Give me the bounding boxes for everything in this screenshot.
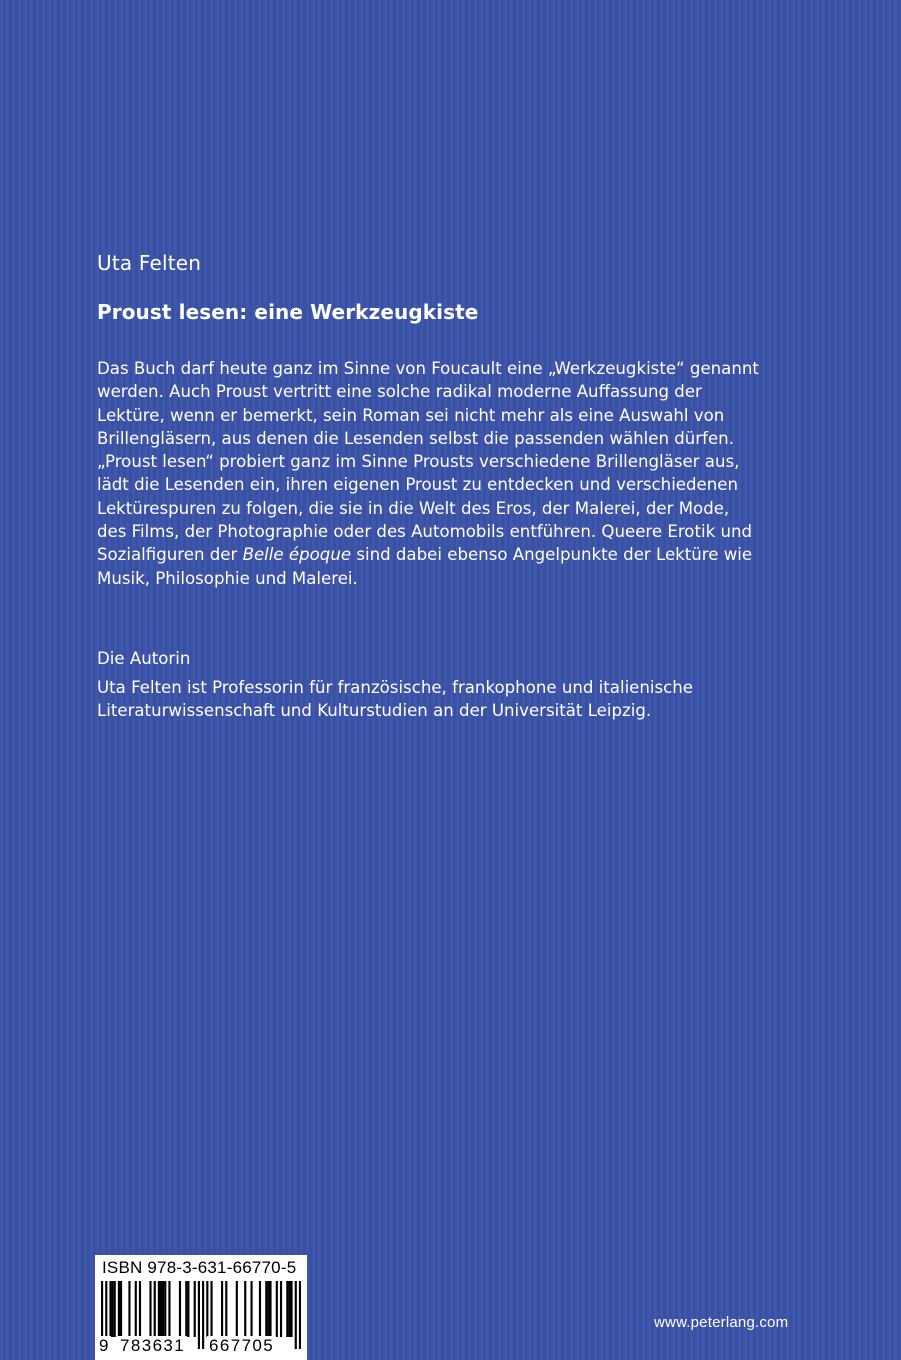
barcode-bar [187, 1281, 189, 1337]
barcode-bar [109, 1281, 111, 1337]
barcode-bar [179, 1281, 181, 1337]
description-line: des Films, der Photographie oder des Automobils entführen. Queere Erotik und [97, 522, 753, 542]
barcode-bar [114, 1281, 116, 1337]
barcode-bar [221, 1281, 223, 1337]
barcode-bar [250, 1281, 252, 1337]
description-line: Lektürespuren zu folgen, die sie in die Welt des Eros, der Malerei, der Mode, [97, 498, 730, 518]
barcode-bar [139, 1281, 141, 1337]
barcode-bar [206, 1281, 208, 1337]
description-line: werden. Auch Proust vertritt eine solche radikal moderne Auffassung der [97, 382, 702, 402]
barcode-bar [128, 1281, 130, 1337]
barcode-bar [299, 1281, 301, 1349]
barcode-bar [135, 1281, 137, 1337]
barcode-bar [280, 1281, 282, 1337]
barcode-bar [120, 1281, 122, 1337]
description-text: Sozialfiguren der [97, 545, 243, 565]
barcode-digit-group: 783631 [120, 1336, 186, 1355]
barcode-bar [265, 1281, 267, 1337]
book-title: Proust lesen: eine Werkzeugkiste [97, 300, 479, 324]
barcode-bar [164, 1281, 166, 1337]
author-bio-heading: Die Autorin [97, 649, 191, 668]
barcode-bar [210, 1281, 212, 1337]
barcode-bar [259, 1281, 261, 1337]
isbn-barcode [95, 1255, 307, 1360]
isbn-label: ISBN 978-3-631-66770-5 [102, 1258, 297, 1277]
barcode-bar [149, 1281, 151, 1337]
italic-term: Belle époque [242, 545, 352, 565]
author-bio [97, 676, 693, 723]
description-line [97, 543, 837, 566]
barcode-bar [160, 1281, 162, 1337]
barcode-bar [185, 1281, 187, 1337]
book-description [97, 357, 837, 590]
author-name: Uta Felten [97, 251, 202, 275]
barcode-bar [295, 1281, 297, 1349]
publisher-website: www.peterlang.com [654, 1314, 789, 1331]
barcode-bar [236, 1281, 238, 1337]
barcode-bar [288, 1281, 290, 1337]
description-line: Lektüre, wenn er bemerkt, sein Roman sei nicht mehr als eine Auswahl von [97, 405, 725, 425]
barcode-bar [198, 1281, 200, 1349]
bio-line: Uta Felten ist Professorin für französische, frankophone und italienische [97, 678, 694, 697]
barcode-bar [112, 1281, 114, 1337]
description-line: Brillengläsern, aus denen die Lesenden selbst die passenden wählen dürfen. [97, 428, 734, 448]
barcode-bar [158, 1281, 160, 1337]
barcode-digit-group: 667705 [209, 1336, 275, 1355]
barcode-bar [202, 1281, 204, 1349]
barcode-lead-digit: 9 [99, 1336, 110, 1355]
barcode-bar [168, 1281, 170, 1337]
barcode-bar [276, 1281, 278, 1337]
barcode-bar [118, 1281, 120, 1337]
barcode-bar [286, 1281, 288, 1337]
description-line: Das Buch darf heute ganz im Sinne von Foucault eine „Werkzeugkiste“ genannt [97, 359, 759, 378]
description-line: „Proust lesen“ probiert ganz im Sinne Prousts verschiedene Brillengläser aus, [97, 452, 740, 472]
bio-line: Literaturwissenschaft und Kulturstudien an der Universität Leipzig. [97, 701, 652, 721]
barcode-bar [267, 1281, 269, 1337]
barcode-bar [162, 1281, 164, 1337]
description-text: sind dabei ebenso Angelpunkte der Lektüre wie [351, 545, 753, 565]
barcode-bar [225, 1281, 227, 1337]
barcode-bar [269, 1281, 271, 1337]
description-line: lädt die Lesenden ein, ihren eigenen Proust zu entdecken und verschiedenen [97, 475, 739, 495]
description-line: Musik, Philosophie und Malerei. [97, 568, 358, 588]
barcode-bar [154, 1281, 156, 1337]
barcode-bar [290, 1281, 292, 1337]
barcode-bar [194, 1281, 196, 1337]
barcode-bar [244, 1281, 246, 1337]
